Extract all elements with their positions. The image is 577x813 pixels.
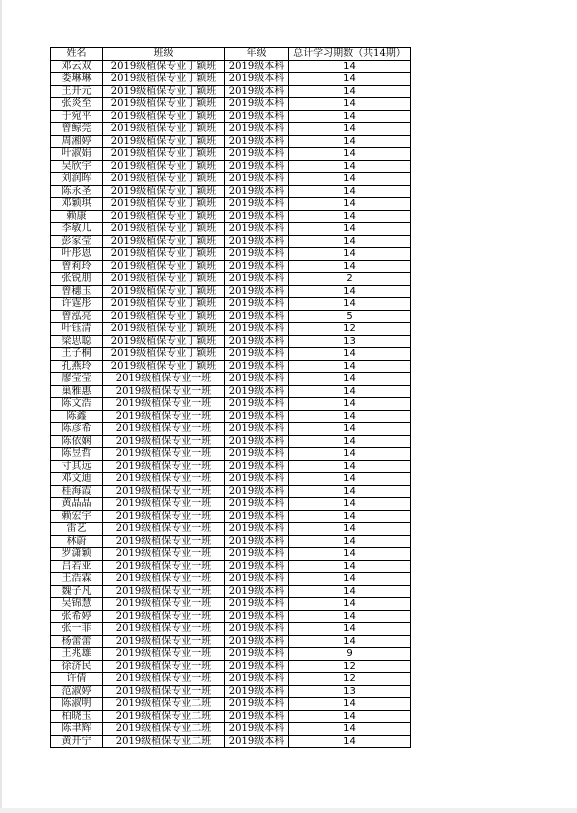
cell-class: 2019级植保专业一班 (103, 535, 225, 548)
cell-class: 2019级植保专业丁颖班 (103, 210, 225, 223)
cell-grade: 2019级本科 (225, 735, 289, 748)
table-row (51, 198, 411, 211)
cell-total-periods: 13 (289, 685, 411, 698)
table-row (51, 135, 411, 148)
cell-name: 梁思聪 (51, 335, 103, 348)
cell-name: 陈依娴 (51, 435, 103, 448)
cell-name: 桂海霞 (51, 485, 103, 498)
cell-name: 黄开宁 (51, 735, 103, 748)
table-row (51, 373, 411, 386)
cell-name: 赖宏宇 (51, 510, 103, 523)
cell-total-periods: 14 (289, 523, 411, 536)
table-row (51, 410, 411, 423)
table-row (51, 85, 411, 98)
table-row (51, 160, 411, 173)
cell-total-periods: 13 (289, 335, 411, 348)
cell-total-periods: 14 (289, 60, 411, 73)
cell-grade: 2019级本科 (225, 435, 289, 448)
table-row (51, 148, 411, 161)
cell-total-periods: 14 (289, 348, 411, 361)
table-body (51, 60, 411, 748)
cell-class: 2019级植保专业丁颖班 (103, 348, 225, 361)
table-row (51, 635, 411, 648)
cell-total-periods: 14 (289, 248, 411, 261)
cell-name: 范淑婷 (51, 685, 103, 698)
cell-name: 陈彦希 (51, 423, 103, 436)
table-row (51, 560, 411, 573)
cell-class: 2019级植保专业丁颖班 (103, 335, 225, 348)
cell-grade: 2019级本科 (225, 60, 289, 73)
cell-total-periods: 5 (289, 310, 411, 323)
cell-name: 刘润晖 (51, 173, 103, 186)
cell-total-periods: 14 (289, 573, 411, 586)
cell-grade: 2019级本科 (225, 335, 289, 348)
header-grade: 年级 (225, 48, 289, 61)
cell-name: 叶钰清 (51, 323, 103, 336)
cell-name: 魏子凡 (51, 585, 103, 598)
cell-grade: 2019级本科 (225, 110, 289, 123)
cell-grade: 2019级本科 (225, 273, 289, 286)
cell-class: 2019级植保专业一班 (103, 510, 225, 523)
cell-name: 张一菲 (51, 623, 103, 636)
cell-total-periods: 14 (289, 173, 411, 186)
cell-name: 邓云双 (51, 60, 103, 73)
cell-total-periods: 14 (289, 360, 411, 373)
cell-class: 2019级植保专业二班 (103, 710, 225, 723)
cell-grade: 2019级本科 (225, 460, 289, 473)
cell-grade: 2019级本科 (225, 448, 289, 461)
table-row (51, 110, 411, 123)
cell-name: 黄晶晶 (51, 498, 103, 511)
cell-name: 张锐朋 (51, 273, 103, 286)
cell-grade: 2019级本科 (225, 385, 289, 398)
cell-class: 2019级植保专业丁颖班 (103, 73, 225, 86)
table-row (51, 235, 411, 248)
cell-grade: 2019级本科 (225, 323, 289, 336)
cell-name: 王兆雄 (51, 648, 103, 661)
cell-class: 2019级植保专业一班 (103, 610, 225, 623)
table-row (51, 173, 411, 186)
cell-grade: 2019级本科 (225, 510, 289, 523)
cell-total-periods: 14 (289, 610, 411, 623)
cell-grade: 2019级本科 (225, 473, 289, 486)
cell-grade: 2019级本科 (225, 548, 289, 561)
cell-class: 2019级植保专业一班 (103, 498, 225, 511)
table-row (51, 73, 411, 86)
cell-grade: 2019级本科 (225, 573, 289, 586)
table-row (51, 398, 411, 411)
cell-name: 吕若亚 (51, 560, 103, 573)
cell-total-periods: 14 (289, 135, 411, 148)
cell-class: 2019级植保专业一班 (103, 460, 225, 473)
cell-total-periods: 14 (289, 160, 411, 173)
cell-total-periods: 14 (289, 473, 411, 486)
table-row (51, 485, 411, 498)
cell-total-periods: 14 (289, 560, 411, 573)
table-row (51, 473, 411, 486)
cell-name: 徐济民 (51, 660, 103, 673)
table-row (51, 698, 411, 711)
cell-total-periods: 2 (289, 273, 411, 286)
cell-class: 2019级植保专业二班 (103, 723, 225, 736)
cell-name: 周湘婷 (51, 135, 103, 148)
cell-class: 2019级植保专业一班 (103, 585, 225, 598)
table-row (51, 710, 411, 723)
cell-total-periods: 12 (289, 323, 411, 336)
cell-grade: 2019级本科 (225, 585, 289, 598)
cell-grade: 2019级本科 (225, 560, 289, 573)
cell-total-periods: 14 (289, 410, 411, 423)
cell-grade: 2019级本科 (225, 85, 289, 98)
cell-class: 2019级植保专业丁颖班 (103, 148, 225, 161)
cell-class: 2019级植保专业丁颖班 (103, 110, 225, 123)
cell-class: 2019级植保专业丁颖班 (103, 273, 225, 286)
cell-name: 王子桐 (51, 348, 103, 361)
table-row (51, 98, 411, 111)
cell-grade: 2019级本科 (225, 210, 289, 223)
cell-total-periods: 14 (289, 73, 411, 86)
cell-class: 2019级植保专业一班 (103, 573, 225, 586)
cell-class: 2019级植保专业丁颖班 (103, 248, 225, 261)
cell-grade: 2019级本科 (225, 148, 289, 161)
table-row (51, 310, 411, 323)
cell-name: 林蔚 (51, 535, 103, 548)
cell-grade: 2019级本科 (225, 660, 289, 673)
cell-class: 2019级植保专业丁颖班 (103, 323, 225, 336)
cell-total-periods: 14 (289, 198, 411, 211)
cell-grade: 2019级本科 (225, 598, 289, 611)
page-edge (0, 808, 577, 813)
cell-class: 2019级植保专业丁颖班 (103, 185, 225, 198)
cell-grade: 2019级本科 (225, 248, 289, 261)
table-row (51, 648, 411, 661)
header-name: 姓名 (51, 48, 103, 61)
cell-total-periods: 14 (289, 260, 411, 273)
cell-class: 2019级植保专业丁颖班 (103, 198, 225, 211)
cell-grade: 2019级本科 (225, 160, 289, 173)
cell-class: 2019级植保专业一班 (103, 560, 225, 573)
cell-class: 2019级植保专业二班 (103, 735, 225, 748)
table-row (51, 585, 411, 598)
cell-total-periods: 14 (289, 123, 411, 136)
cell-class: 2019级植保专业一班 (103, 598, 225, 611)
cell-grade: 2019级本科 (225, 360, 289, 373)
table-row (51, 673, 411, 686)
cell-class: 2019级植保专业一班 (103, 473, 225, 486)
cell-total-periods: 14 (289, 435, 411, 448)
cell-class: 2019级植保专业一班 (103, 673, 225, 686)
table-row (51, 60, 411, 73)
table-row (51, 498, 411, 511)
table-row (51, 448, 411, 461)
table-row (51, 510, 411, 523)
table-row (51, 185, 411, 198)
cell-total-periods: 14 (289, 698, 411, 711)
cell-grade: 2019级本科 (225, 498, 289, 511)
cell-name: 张炎至 (51, 98, 103, 111)
cell-grade: 2019级本科 (225, 635, 289, 648)
cell-total-periods: 14 (289, 623, 411, 636)
table-row (51, 685, 411, 698)
cell-name: 吴欣宇 (51, 160, 103, 173)
cell-class: 2019级植保专业丁颖班 (103, 360, 225, 373)
cell-grade: 2019级本科 (225, 173, 289, 186)
cell-total-periods: 14 (289, 598, 411, 611)
cell-class: 2019级植保专业丁颖班 (103, 223, 225, 236)
cell-total-periods: 14 (289, 110, 411, 123)
cell-name: 于宛平 (51, 110, 103, 123)
page-edge (0, 0, 2, 813)
cell-grade: 2019级本科 (225, 223, 289, 236)
cell-class: 2019级植保专业丁颖班 (103, 310, 225, 323)
cell-class: 2019级植保专业丁颖班 (103, 98, 225, 111)
cell-grade: 2019级本科 (225, 398, 289, 411)
header-class: 班级 (103, 48, 225, 61)
cell-class: 2019级植保专业一班 (103, 685, 225, 698)
cell-grade: 2019级本科 (225, 298, 289, 311)
cell-name: 寸其远 (51, 460, 103, 473)
cell-grade: 2019级本科 (225, 623, 289, 636)
cell-name: 曾穗玉 (51, 285, 103, 298)
cell-name: 娄琳琳 (51, 73, 103, 86)
cell-grade: 2019级本科 (225, 123, 289, 136)
cell-class: 2019级植保专业丁颖班 (103, 235, 225, 248)
cell-grade: 2019级本科 (225, 685, 289, 698)
table-row (51, 573, 411, 586)
cell-class: 2019级植保专业一班 (103, 660, 225, 673)
cell-class: 2019级植保专业一班 (103, 485, 225, 498)
cell-total-periods: 14 (289, 185, 411, 198)
cell-class: 2019级植保专业一班 (103, 435, 225, 448)
table-row (51, 385, 411, 398)
table-row (51, 223, 411, 236)
cell-name: 巢雅惠 (51, 385, 103, 398)
cell-class: 2019级植保专业一班 (103, 423, 225, 436)
cell-total-periods: 14 (289, 585, 411, 598)
cell-class: 2019级植保专业丁颖班 (103, 135, 225, 148)
cell-grade: 2019级本科 (225, 648, 289, 661)
cell-grade: 2019级本科 (225, 285, 289, 298)
cell-grade: 2019级本科 (225, 673, 289, 686)
cell-class: 2019级植保专业一班 (103, 635, 225, 648)
cell-grade: 2019级本科 (225, 535, 289, 548)
table-row (51, 598, 411, 611)
cell-class: 2019级植保专业丁颖班 (103, 60, 225, 73)
cell-name: 叶彤恩 (51, 248, 103, 261)
cell-grade: 2019级本科 (225, 135, 289, 148)
cell-total-periods: 14 (289, 423, 411, 436)
cell-grade: 2019级本科 (225, 73, 289, 86)
table-row (51, 248, 411, 261)
cell-grade: 2019级本科 (225, 310, 289, 323)
table-row (51, 285, 411, 298)
cell-total-periods: 14 (289, 635, 411, 648)
cell-name: 曾泓亮 (51, 310, 103, 323)
table-row (51, 623, 411, 636)
header-row (51, 48, 411, 61)
table-row (51, 298, 411, 311)
cell-total-periods: 14 (289, 498, 411, 511)
cell-name: 陈文浩 (51, 398, 103, 411)
cell-name: 曾鲸莞 (51, 123, 103, 136)
cell-class: 2019级植保专业丁颖班 (103, 260, 225, 273)
table-row (51, 535, 411, 548)
cell-grade: 2019级本科 (225, 610, 289, 623)
cell-grade: 2019级本科 (225, 523, 289, 536)
cell-name: 柏晓玉 (51, 710, 103, 723)
cell-total-periods: 14 (289, 460, 411, 473)
table-row (51, 423, 411, 436)
cell-name: 许霆彤 (51, 298, 103, 311)
study-record-table (50, 47, 411, 748)
cell-grade: 2019级本科 (225, 423, 289, 436)
cell-total-periods: 14 (289, 98, 411, 111)
cell-class: 2019级植保专业丁颖班 (103, 160, 225, 173)
cell-grade: 2019级本科 (225, 235, 289, 248)
cell-class: 2019级植保专业一班 (103, 648, 225, 661)
cell-grade: 2019级本科 (225, 98, 289, 111)
cell-total-periods: 14 (289, 235, 411, 248)
header-total-periods: 总计学习期数（共14期） (289, 48, 411, 61)
cell-name: 张希婷 (51, 610, 103, 623)
cell-class: 2019级植保专业一班 (103, 385, 225, 398)
cell-name: 吴锦慧 (51, 598, 103, 611)
cell-total-periods: 14 (289, 285, 411, 298)
cell-grade: 2019级本科 (225, 373, 289, 386)
table-row (51, 723, 411, 736)
cell-name: 陈永圣 (51, 185, 103, 198)
cell-total-periods: 14 (289, 223, 411, 236)
cell-total-periods: 14 (289, 148, 411, 161)
table-row (51, 610, 411, 623)
table-row (51, 323, 411, 336)
cell-total-periods: 14 (289, 535, 411, 548)
cell-grade: 2019级本科 (225, 198, 289, 211)
cell-total-periods: 12 (289, 673, 411, 686)
cell-grade: 2019级本科 (225, 723, 289, 736)
table-row (51, 348, 411, 361)
cell-grade: 2019级本科 (225, 260, 289, 273)
cell-name: 雷艺 (51, 523, 103, 536)
cell-name: 彭家莹 (51, 235, 103, 248)
cell-name: 李敏儿 (51, 223, 103, 236)
cell-name: 孔燕玲 (51, 360, 103, 373)
cell-class: 2019级植保专业一班 (103, 448, 225, 461)
cell-class: 2019级植保专业一班 (103, 523, 225, 536)
cell-class: 2019级植保专业一班 (103, 410, 225, 423)
cell-class: 2019级植保专业丁颖班 (103, 123, 225, 136)
cell-total-periods: 14 (289, 210, 411, 223)
cell-name: 罗潇颖 (51, 548, 103, 561)
cell-name: 赖康 (51, 210, 103, 223)
cell-class: 2019级植保专业丁颖班 (103, 85, 225, 98)
cell-class: 2019级植保专业一班 (103, 548, 225, 561)
cell-total-periods: 14 (289, 510, 411, 523)
cell-name: 杨蕾蕾 (51, 635, 103, 648)
table-row (51, 435, 411, 448)
cell-name: 邓文迪 (51, 473, 103, 486)
cell-name: 王开元 (51, 85, 103, 98)
cell-total-periods: 14 (289, 723, 411, 736)
cell-grade: 2019级本科 (225, 710, 289, 723)
cell-total-periods: 12 (289, 660, 411, 673)
cell-total-periods: 14 (289, 398, 411, 411)
cell-name: 陈昱哲 (51, 448, 103, 461)
cell-class: 2019级植保专业丁颖班 (103, 285, 225, 298)
cell-name: 许倩 (51, 673, 103, 686)
cell-name: 叶淑娟 (51, 148, 103, 161)
cell-grade: 2019级本科 (225, 698, 289, 711)
cell-total-periods: 14 (289, 298, 411, 311)
cell-total-periods: 14 (289, 373, 411, 386)
cell-class: 2019级植保专业丁颖班 (103, 298, 225, 311)
cell-total-periods: 14 (289, 85, 411, 98)
table-row (51, 735, 411, 748)
table-row (51, 523, 411, 536)
table-row (51, 273, 411, 286)
table-row (51, 210, 411, 223)
cell-name: 邓颖琪 (51, 198, 103, 211)
table-row (51, 660, 411, 673)
table-row (51, 460, 411, 473)
cell-class: 2019级植保专业一班 (103, 373, 225, 386)
cell-name: 廖莹莹 (51, 373, 103, 386)
cell-grade: 2019级本科 (225, 485, 289, 498)
cell-name: 陈淑明 (51, 698, 103, 711)
cell-name: 曾莉玲 (51, 260, 103, 273)
cell-name: 陈鑫 (51, 410, 103, 423)
cell-total-periods: 14 (289, 448, 411, 461)
cell-class: 2019级植保专业丁颖班 (103, 173, 225, 186)
cell-name: 陈聿辉 (51, 723, 103, 736)
cell-name: 王浩霖 (51, 573, 103, 586)
table-row (51, 260, 411, 273)
cell-grade: 2019级本科 (225, 410, 289, 423)
cell-grade: 2019级本科 (225, 348, 289, 361)
cell-class: 2019级植保专业二班 (103, 698, 225, 711)
table-row (51, 548, 411, 561)
table-row (51, 123, 411, 136)
cell-total-periods: 9 (289, 648, 411, 661)
table-row (51, 335, 411, 348)
cell-total-periods: 14 (289, 548, 411, 561)
cell-total-periods: 14 (289, 385, 411, 398)
cell-class: 2019级植保专业一班 (103, 623, 225, 636)
cell-grade: 2019级本科 (225, 185, 289, 198)
cell-total-periods: 14 (289, 485, 411, 498)
table-row (51, 360, 411, 373)
cell-total-periods: 14 (289, 710, 411, 723)
cell-total-periods: 14 (289, 735, 411, 748)
cell-class: 2019级植保专业一班 (103, 398, 225, 411)
